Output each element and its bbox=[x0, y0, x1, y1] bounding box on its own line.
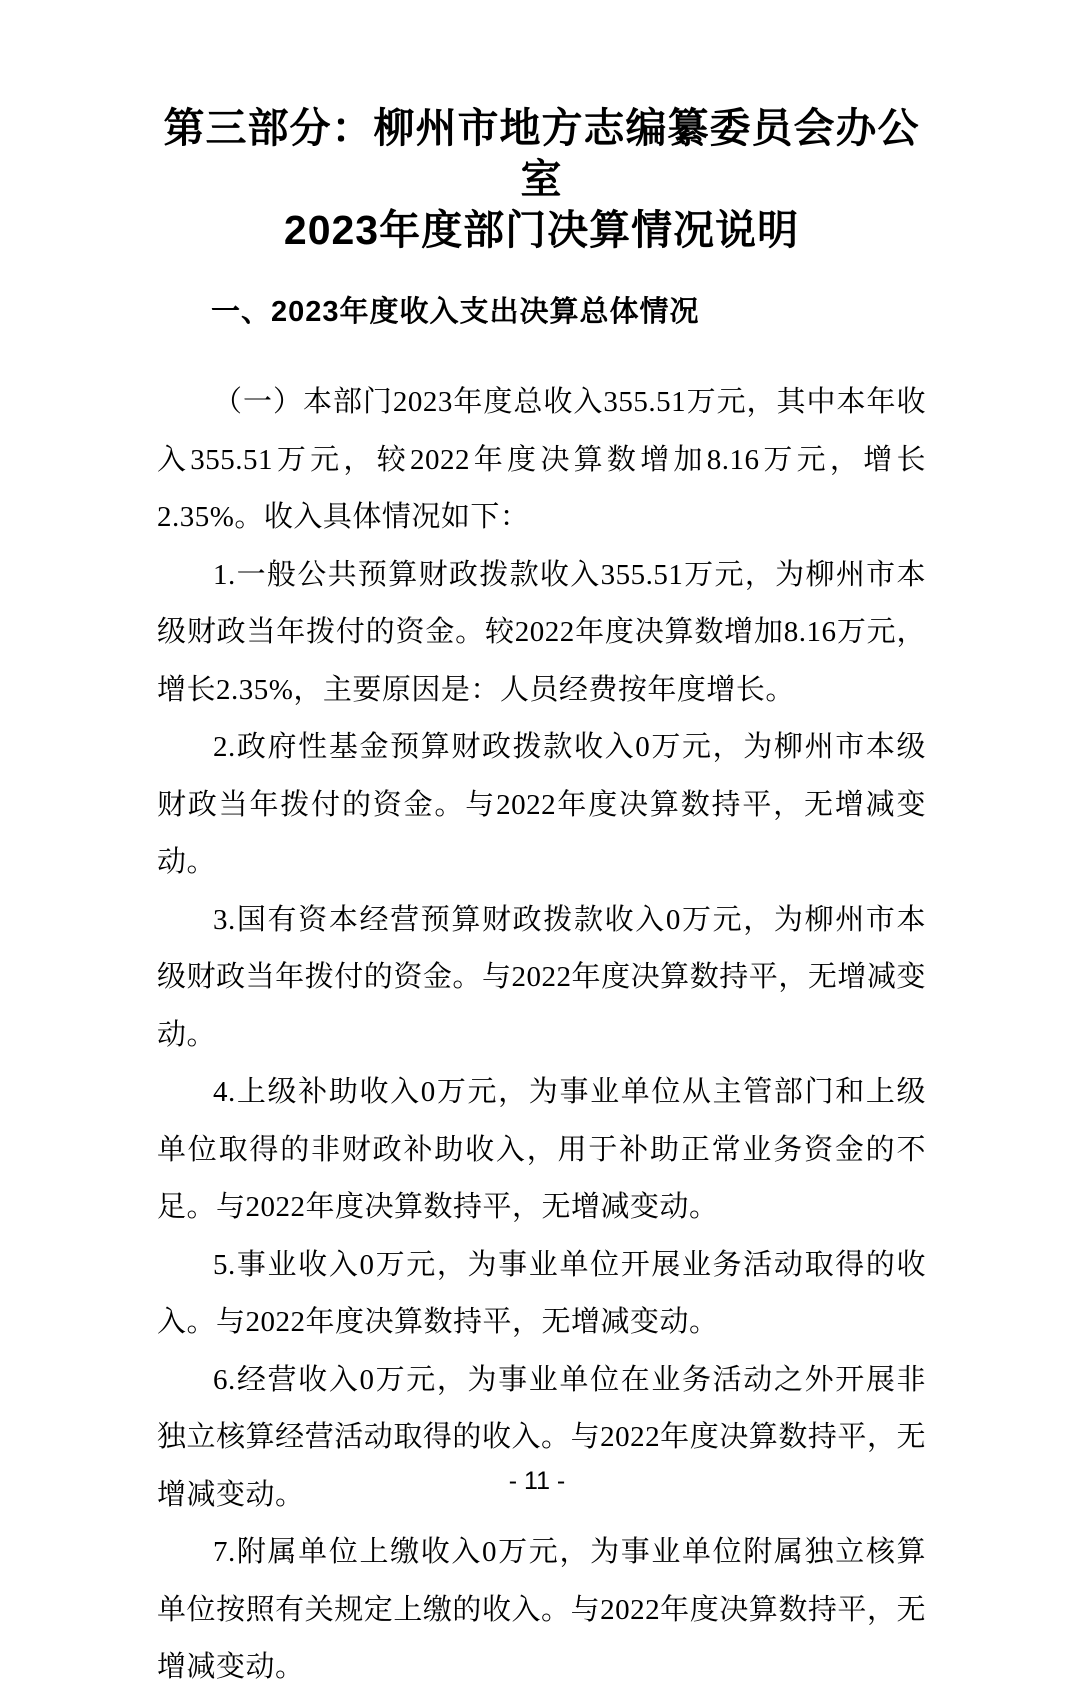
document-body bbox=[157, 374, 926, 1697]
paragraph-general-public-budget-income: 1.一般公共预算财政拨款收入355.51万元，为柳州市本级财政当年拨付的资金。较2022年度决算数增加8.16万元，增长2.35%，主要原因是：人员经费按年度增长。 bbox=[157, 558, 926, 706]
paragraph-superior-subsidy-income: 4.上级补助收入0万元，为事业单位从主管部门和上级单位取得的非财政补助收入，用于补助正常业务资金的不足。与2022年度决算数持平，无增减变动。 bbox=[157, 1076, 926, 1223]
paragraph-government-fund-income: 2.政府性基金预算财政拨款收入0万元，为柳州市本级财政当年拨付的资金。与2022年度决算数持平，无增减变动。 bbox=[157, 731, 926, 878]
section-heading: 一、2023年度收入支出决算总体情况 bbox=[211, 296, 700, 328]
paragraph-overview: （一）本部门2023年度总收入355.51万元，其中本年收入355.51万元，较2022年度决算数增加8.16万元，增长2.35%。收入具体情况如下： bbox=[157, 386, 926, 533]
document-title-line2: 2023年度部门决算情况说明 bbox=[283, 207, 800, 253]
paragraph-state-capital-income: 3.国有资本经营预算财政拨款收入0万元，为柳州市本级财政当年拨付的资金。与2022年度决算数持平，无增减变动。 bbox=[157, 903, 926, 1051]
page-number: - 11 - bbox=[508, 1467, 566, 1495]
document-title bbox=[157, 103, 926, 256]
paragraph-operating-income: 6.经营收入0万元，为事业单位在业务活动之外开展非独立核算经营活动取得的收入。与2022年度决算数持平，无增减变动。 bbox=[157, 1363, 926, 1511]
paragraph-institution-income: 5.事业收入0万元，为事业单位开展业务活动取得的收入。与2022年度决算数持平，无增减变动。 bbox=[157, 1248, 926, 1338]
document-title-line1: 第三部分：柳州市地方志编纂委员会办公室 bbox=[163, 105, 920, 202]
paragraph-affiliated-unit-income: 7.附属单位上缴收入0万元，为事业单位附属独立核算单位按照有关规定上缴的收入。与2022年度决算数持平，无增减变动。 bbox=[157, 1536, 926, 1683]
